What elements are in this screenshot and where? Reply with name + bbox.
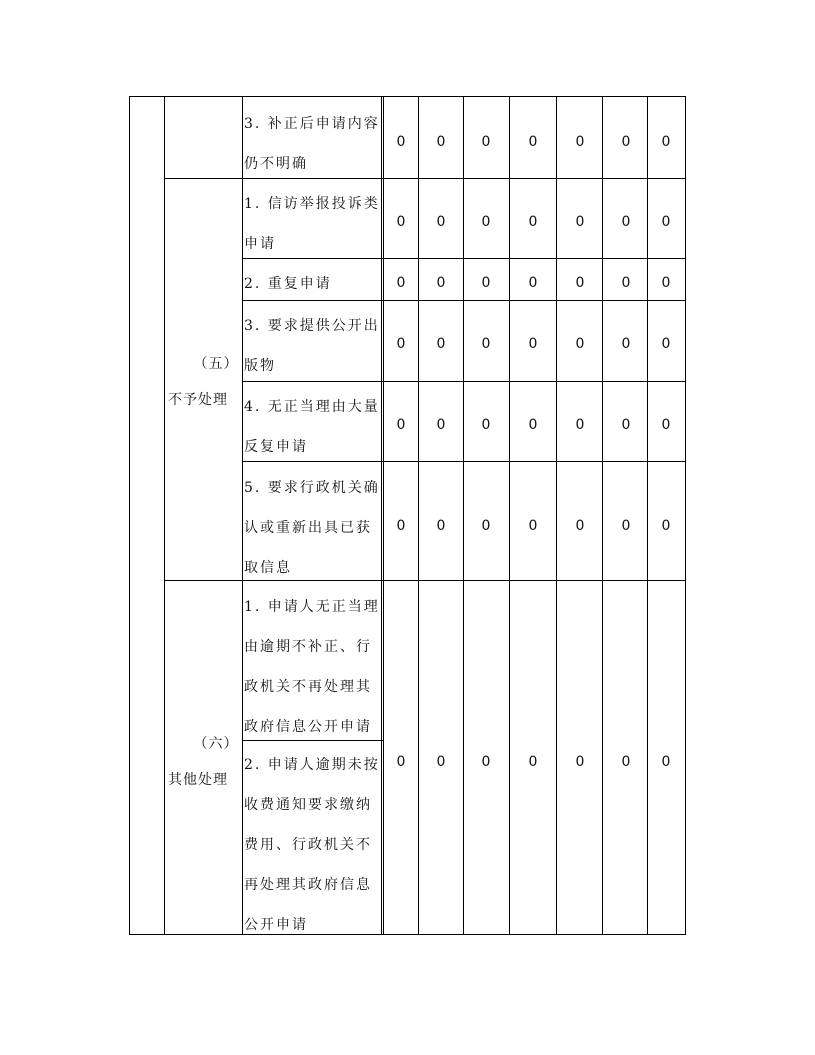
value-cell: 0 <box>621 336 631 352</box>
col-line <box>418 96 419 935</box>
col-line <box>381 96 382 935</box>
value-cell: 0 <box>575 336 585 352</box>
value-cell: 0 <box>481 134 491 150</box>
col-line <box>509 96 510 935</box>
item-label: 2. 重复申请 <box>244 276 332 292</box>
value-cell: 0 <box>436 214 446 230</box>
value-cell: 0 <box>396 336 406 352</box>
item-label: 2. 申请人逾期未按 收费通知要求缴纳 费用、行政机关不 再处理其政府信息 公开申请 <box>244 757 380 933</box>
value-cell: 0 <box>481 754 491 770</box>
value-cell: 0 <box>621 214 631 230</box>
value-cell: 0 <box>528 275 538 291</box>
value-cell: 0 <box>396 134 406 150</box>
col-line <box>164 96 165 935</box>
value-cell: 0 <box>436 275 446 291</box>
value-cell: 0 <box>481 336 491 352</box>
value-cell: 0 <box>436 417 446 433</box>
value-cell: 0 <box>528 518 538 534</box>
value-cell: 0 <box>661 417 671 433</box>
value-cell: 0 <box>481 518 491 534</box>
value-cell: 0 <box>621 275 631 291</box>
value-cell: 0 <box>396 754 406 770</box>
col-line <box>685 96 686 935</box>
value-cell: 0 <box>621 134 631 150</box>
value-cell: 0 <box>396 275 406 291</box>
col-line <box>556 96 557 935</box>
value-cell: 0 <box>528 134 538 150</box>
group-label-five: （五） 不予处理 <box>168 356 239 408</box>
col-line <box>463 96 464 935</box>
value-cell: 0 <box>396 518 406 534</box>
value-cell: 0 <box>436 134 446 150</box>
col-line <box>602 96 603 935</box>
value-cell: 0 <box>436 754 446 770</box>
value-cell: 0 <box>528 417 538 433</box>
value-cell: 0 <box>436 336 446 352</box>
col-line <box>383 96 384 935</box>
value-cell: 0 <box>621 518 631 534</box>
value-cell: 0 <box>661 134 671 150</box>
value-cell: 0 <box>621 754 631 770</box>
value-cell: 0 <box>661 275 671 291</box>
item-label: 1. 信访举报投诉类 申请 <box>244 196 380 252</box>
col-line <box>647 96 648 935</box>
value-cell: 0 <box>575 754 585 770</box>
value-cell: 0 <box>575 417 585 433</box>
value-cell: 0 <box>481 275 491 291</box>
item-label: 3. 补正后申请内容 仍不明确 <box>244 116 380 172</box>
value-cell: 0 <box>575 275 585 291</box>
value-cell: 0 <box>621 417 631 433</box>
group-label-six: （六） 其他处理 <box>168 736 239 788</box>
value-cell: 0 <box>575 214 585 230</box>
value-cell: 0 <box>661 214 671 230</box>
item-label: 1. 申请人无正当理 由逾期不补正、行 政机关不再处理其 政府信息公开申请 <box>244 599 380 735</box>
value-cell: 0 <box>528 214 538 230</box>
col-line <box>242 96 243 935</box>
value-cell: 0 <box>528 754 538 770</box>
item-label: 3. 要求提供公开出 版物 <box>244 318 380 374</box>
value-cell: 0 <box>575 518 585 534</box>
value-cell: 0 <box>436 518 446 534</box>
item-label: 5. 要求行政机关确 认或重新出具已获 取信息 <box>244 480 380 576</box>
value-cell: 0 <box>481 214 491 230</box>
value-cell: 0 <box>661 754 671 770</box>
row-line <box>164 178 686 179</box>
row-line <box>164 580 686 581</box>
value-cell: 0 <box>528 336 538 352</box>
value-cell: 0 <box>396 214 406 230</box>
item-label: 4. 无正当理由大量 反复申请 <box>244 399 380 455</box>
value-cell: 0 <box>575 134 585 150</box>
value-cell: 0 <box>481 417 491 433</box>
value-cell: 0 <box>661 336 671 352</box>
value-cell: 0 <box>396 417 406 433</box>
value-cell: 0 <box>661 518 671 534</box>
